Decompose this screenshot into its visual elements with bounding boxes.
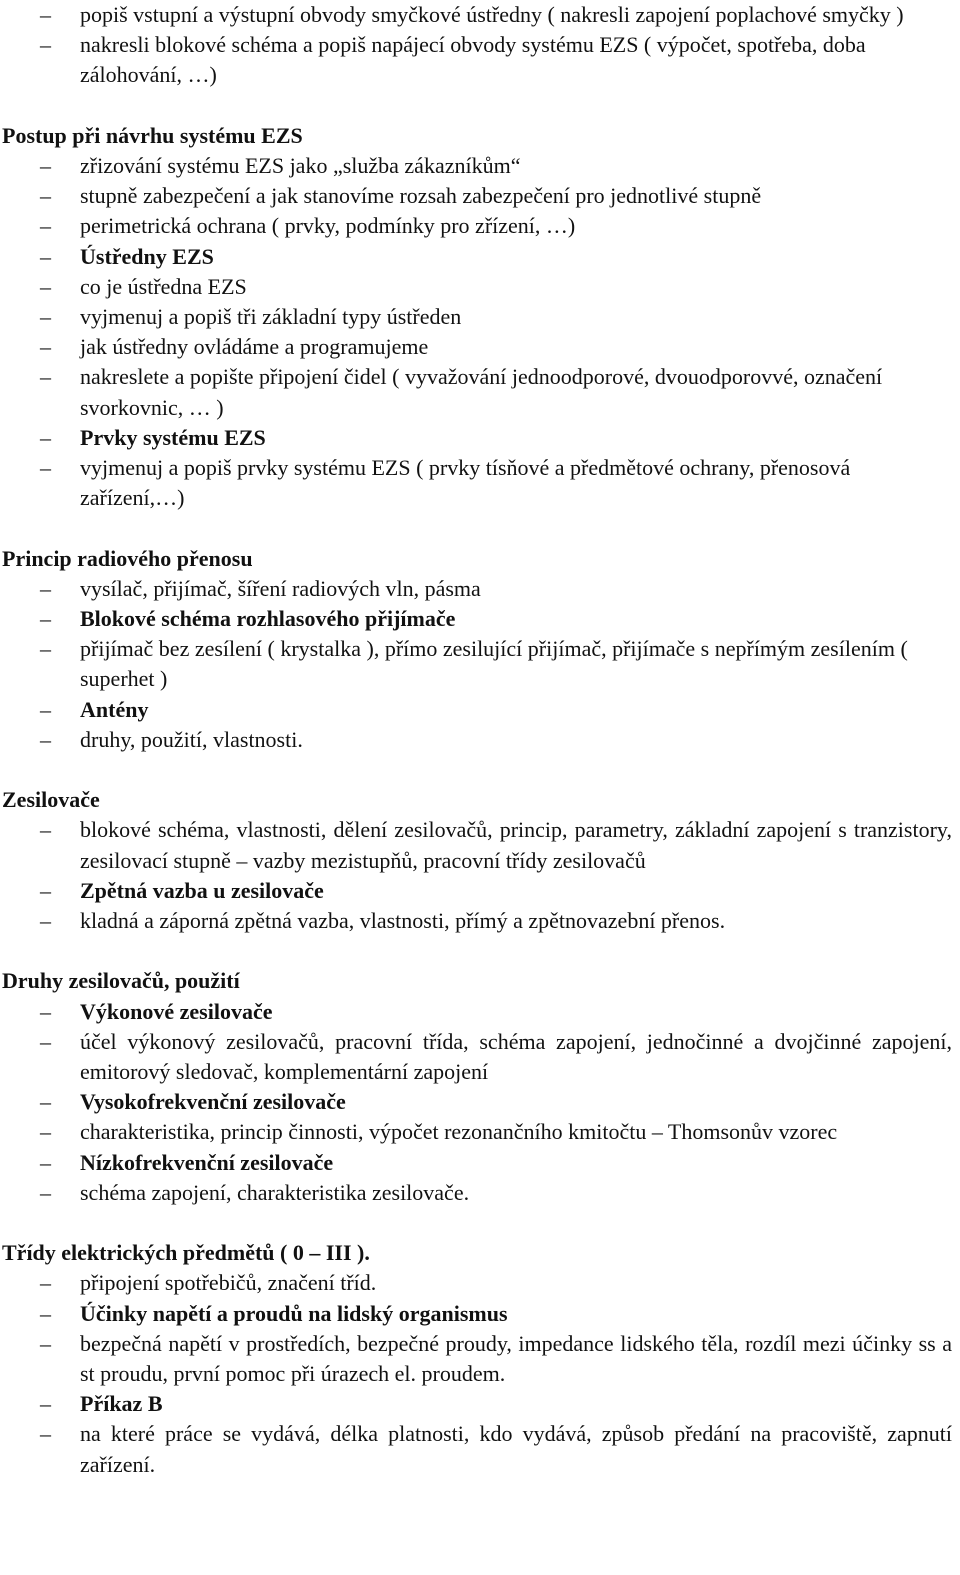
dash-bullet-icon: –	[40, 1421, 51, 1447]
list-item-text: kladná a záporná zpětná vazba, vlastnosti, přímý a zpětnovazební přenos.	[80, 908, 726, 934]
list-item-text: vysílač, přijímač, šíření radiových vln, pásma	[80, 575, 481, 601]
section	[2, 1238, 952, 1480]
list-subheading	[2, 876, 952, 906]
bullet-list	[2, 0, 952, 91]
list-item	[2, 1117, 952, 1147]
list-item	[2, 332, 952, 362]
dash-bullet-icon: –	[40, 877, 51, 903]
list-item-text: přijímač bez zesílení ( krystalka ), přímo zesilující přijímač, přijímače s nepřímým zesílením ( superhet )	[80, 636, 908, 692]
dash-bullet-icon: –	[40, 1149, 51, 1175]
list-subheading	[2, 695, 952, 725]
list-item-text: zřizování systému EZS jako „služba zákazníkům“	[80, 153, 521, 178]
list-item-text: připojení spotřebičů, značení tříd.	[80, 1270, 377, 1296]
section	[2, 0, 952, 91]
list-item	[2, 453, 952, 513]
list-item-text: nakreslete a popište připojení čidel ( vyvažování jednoodporové, dvouodporovvé, označení svorkovnic, … )	[80, 364, 883, 420]
list-item-text: bezpečná napětí v prostředích, bezpečné proudy, impedance lidského těla, rozdíl mezi účinky ss a st proudu, první pomoc při úrazech el. proudem.	[80, 1330, 952, 1387]
list-item-text: Ústředny EZS	[80, 243, 214, 269]
list-item	[2, 362, 952, 422]
list-item-text: blokové schéma, vlastnosti, dělení zesilovačů, princip, parametry, základní zapojení s tranzistory, zesilovací stupně – vazby mezistupňů, pracovní třídy zesilovačů	[80, 817, 952, 873]
list-item-text: Zpětná vazba u zesilovače	[80, 877, 324, 903]
section	[2, 121, 952, 514]
list-item-text: stupně zabezpečení a jak stanovíme rozsah zabezpečení pro jednotlivé stupně	[80, 183, 762, 209]
list-item	[2, 0, 952, 30]
bullet-list	[2, 815, 952, 936]
list-item-text: nakresli blokové schéma a popiš napájecí obvody systému EZS ( výpočet, spotřeba, doba zálohování, …)	[80, 32, 866, 88]
section-heading: Třídy elektrických předmětů ( 0 – III ).	[2, 1240, 370, 1266]
dash-bullet-icon: –	[40, 243, 51, 269]
list-item-text: charakteristika, princip činnosti, výpočet rezonančního kmitočtu – Thomsonův vzorec	[80, 1119, 838, 1145]
section	[2, 966, 952, 1208]
dash-bullet-icon: –	[40, 273, 51, 299]
dash-bullet-icon: –	[40, 2, 51, 27]
dash-bullet-icon: –	[40, 696, 51, 722]
dash-bullet-icon: –	[40, 1179, 51, 1205]
list-item-text: perimetrická ochrana ( prvky, podmínky pro zřízení, …)	[80, 213, 576, 239]
dash-bullet-icon: –	[40, 636, 51, 662]
list-item-text: Účinky napětí a proudů na lidský organismus	[80, 1300, 508, 1326]
list-item-text: schéma zapojení, charakteristika zesilovače.	[80, 1179, 470, 1205]
list-item-text: jak ústředny ovládáme a programujeme	[80, 334, 429, 360]
bullet-list	[2, 574, 952, 755]
dash-bullet-icon: –	[40, 908, 51, 934]
list-subheading	[2, 1299, 952, 1329]
list-item	[2, 725, 952, 755]
section	[2, 785, 952, 936]
list-item-text: druhy, použití, vlastnosti.	[80, 726, 303, 752]
dash-bullet-icon: –	[40, 183, 51, 209]
bullet-list	[2, 151, 952, 513]
section	[2, 544, 952, 755]
dash-bullet-icon: –	[40, 606, 51, 632]
list-subheading	[2, 1087, 952, 1117]
dash-bullet-icon: –	[40, 455, 51, 481]
dash-bullet-icon: –	[40, 153, 51, 178]
list-subheading	[2, 1148, 952, 1178]
list-item	[2, 906, 952, 936]
list-item-text: na které práce se vydává, délka platnosti, kdo vydává, způsob předání na pracoviště, zapnutí zařízení.	[80, 1421, 952, 1477]
list-item-text: vyjmenuj a popiš tři základní typy ústředen	[80, 304, 462, 330]
dash-bullet-icon: –	[40, 424, 51, 450]
list-item	[2, 634, 952, 694]
list-item-text: Výkonové zesilovače	[80, 998, 273, 1024]
dash-bullet-icon: –	[40, 1119, 51, 1145]
dash-bullet-icon: –	[40, 334, 51, 360]
list-item	[2, 815, 952, 875]
list-item-text: vyjmenuj a popiš prvky systému EZS ( prvky tísňové a předmětové ochrany, přenosová zařízení,…)	[80, 455, 851, 511]
list-item	[2, 1268, 952, 1298]
bullet-list	[2, 1268, 952, 1479]
list-item	[2, 30, 952, 90]
dash-bullet-icon: –	[40, 304, 51, 330]
dash-bullet-icon: –	[40, 1270, 51, 1296]
list-item-text: Prvky systému EZS	[80, 424, 266, 450]
dash-bullet-icon: –	[40, 575, 51, 601]
section-heading: Postup při návrhu systému EZS	[2, 122, 303, 148]
dash-bullet-icon: –	[40, 213, 51, 239]
dash-bullet-icon: –	[40, 998, 51, 1024]
list-item-text: Blokové schéma rozhlasového přijímače	[80, 606, 456, 632]
section-heading: Zesilovače	[2, 787, 100, 813]
list-item	[2, 302, 952, 332]
section-heading: Princip radiového přenosu	[2, 545, 253, 571]
bullet-list	[2, 997, 952, 1208]
list-subheading	[2, 242, 952, 272]
list-item-text: Příkaz B	[80, 1391, 163, 1417]
dash-bullet-icon: –	[40, 32, 51, 58]
list-item	[2, 1027, 952, 1087]
list-item-text: Vysokofrekvenční zesilovače	[80, 1089, 346, 1115]
list-item	[2, 211, 952, 241]
list-subheading	[2, 423, 952, 453]
list-item	[2, 151, 952, 181]
list-item-text: popiš vstupní a výstupní obvody smyčkové ústředny ( nakresli zapojení poplachové smyčky )	[80, 2, 904, 27]
list-item-text: účel výkonový zesilovačů, pracovní třída, schéma zapojení, jednočinné a dvojčinné zapojení, emitorový sledovač, komplementární zapojení	[80, 1028, 952, 1085]
list-subheading	[2, 1389, 952, 1419]
dash-bullet-icon: –	[40, 1089, 51, 1115]
list-item	[2, 1178, 952, 1208]
list-item	[2, 181, 952, 211]
dash-bullet-icon: –	[40, 1330, 51, 1356]
list-subheading	[2, 604, 952, 634]
list-item	[2, 1419, 952, 1479]
dash-bullet-icon: –	[40, 817, 51, 843]
list-item-text: Nízkofrekvenční zesilovače	[80, 1149, 334, 1175]
dash-bullet-icon: –	[40, 364, 51, 390]
list-item	[2, 574, 952, 604]
list-item-text: co je ústředna EZS	[80, 273, 247, 299]
list-item	[2, 272, 952, 302]
dash-bullet-icon: –	[40, 1028, 51, 1054]
list-subheading	[2, 997, 952, 1027]
dash-bullet-icon: –	[40, 1300, 51, 1326]
list-item	[2, 1329, 952, 1389]
dash-bullet-icon: –	[40, 726, 51, 752]
dash-bullet-icon: –	[40, 1391, 51, 1417]
list-item-text: Antény	[80, 696, 149, 722]
section-heading: Druhy zesilovačů, použití	[2, 968, 240, 994]
